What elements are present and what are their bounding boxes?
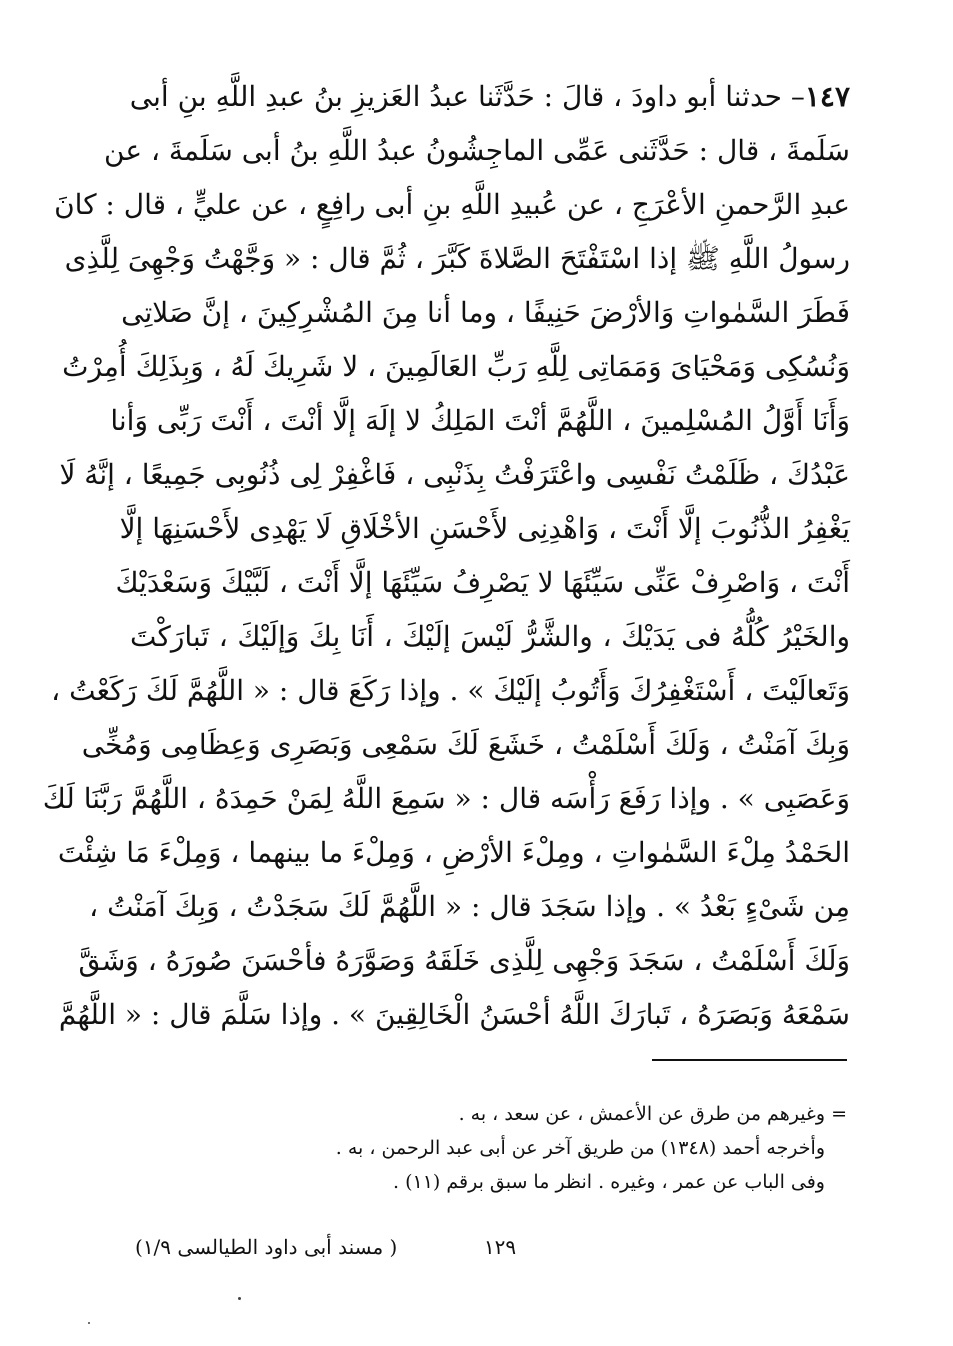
footnote-line-3: وفى الباب عن عمر ، وغيره . انظر ما سبق برقم (١١) . [392, 1171, 825, 1193]
paper-speck [88, 1322, 90, 1324]
hadith-line-3: عبدِ الرَّحمنِ الأعْرَجِ ، عن عُبيدِ اللَّهِ بنِ أبى رافِعٍ ، عن عليٍّ ، قال : كانَ [54, 188, 850, 221]
hadith-line-8: عَبْدُكَ ، ظَلَمْتُ نَفْسِى واعْتَرَفْتُ بِذَنْبِى ، فَاغْفِرْ لِى ذُنُوبِى جَمِيعًا ، إنَّهُ لَا [59, 458, 850, 491]
hadith-line-14: وَعَصَبِى » . وإذا رَفَعَ رَأْسَه قال : « سَمِعَ اللَّهُ لِمَنْ حَمِدَهُ ، اللَّهُمَّ رَبَّنَا لَكَ [42, 782, 850, 815]
hadith-line-5: فَطَرَ السَّمٰواتِ وَالأرْضَ حَنِيفًا ، وما أنا مِنَ المُشْرِكِينَ ، إنَّ صَلاتِى [121, 296, 850, 329]
book-reference: ( مسند أبى داود الطيالسى ١/٩) [135, 1235, 398, 1259]
hadith-line-1 [130, 70, 850, 124]
footnote-separator [652, 1059, 847, 1061]
paper-speck [238, 1297, 241, 1300]
hadith-line-2: سَلَمةَ ، قال : حَدَّثَنى عَمِّى الماجِشُونُ عبدُ اللَّهِ بنُ أبى سَلَمةَ ، عن [104, 134, 850, 167]
hadith-line-12: وَتَعالَيْتَ ، أَسْتَغْفِرُكَ وَأَتُوبُ إلَيْكَ » . وإذا رَكَعَ قال : « اللَّهُمَّ لَكَ رَكَعْتُ ، [51, 674, 850, 707]
hadith-line-11: والخَيْرُ كُلُّهُ فى يَدَيْكَ ، والشَّرُّ لَيْسَ إلَيْكَ ، أَنَا بِكَ وَإلَيْكَ ، تَبارَكْتَ [130, 620, 850, 653]
footnotes-block [200, 1097, 847, 1199]
hadith-text-block [42, 70, 850, 1042]
hadith-line-1-text: – حدثنا أبو داودَ ، قالَ : حَدَّثَنا عبدُ العَزيزِ بنُ عبدِ اللَّهِ بنِ أبى [129, 80, 805, 113]
hadith-line-4: رسولُ اللَّهِ ﷺ إذا اسْتَفْتَحَ الصَّلاةَ كَبَّرَ ، ثُمَّ قال : « وَجَّهْتُ وَجْهِىَ لِلَّذِى [64, 242, 850, 275]
hadith-line-18: سَمْعَهُ وَبَصَرَهُ ، تَبارَكَ اللَّهُ أحْسَنُ الْخَالِقِينَ » . وإذا سَلَّمَ قال : « اللَّهُمَّ [58, 998, 850, 1031]
hadith-line-7: وَأَنَا أَوَّلُ المُسْلِمينَ ، اللَّهُمَّ أنْتَ المَلِكُ لا إلَهَ إلَّا أنْتَ ، أَنْتَ رَبِّى وَأنا [110, 404, 850, 437]
hadith-line-6: وَنُسُكِى وَمَحْيَاىَ وَمَمَاتِى لِلَّهِ رَبِّ العَالَمِينَ ، لا شَرِيكَ لَهُ ، وَبِذَلِكَ أُمِرْتُ [62, 350, 850, 383]
hadith-line-13: وَبِكَ آمَنْتُ ، وَلَكَ أَسْلَمْتُ ، خَشَعَ لَكَ سَمْعِى وَبَصَرِى وَعِظَامِى وَمُخِّى [81, 728, 850, 761]
hadith-line-10: أَنْتَ ، وَاصْرِفْ عَنِّى سَيِّئَهَا لا يَصْرِفُ سَيِّئَهَا إلَّا أَنْتَ ، لَبَّيْكَ وَسَعْدَيْكَ [115, 566, 850, 599]
footnote-line-1: = وغيرهم من طرق عن الأعمش ، عن سعد ، به . [458, 1103, 847, 1125]
hadith-line-15: الحَمْدُ مِلْءَ السَّمٰواتِ ، ومِلْءَ الأرْضِ ، وَمِلْءَ ما بينهما ، وَمِلْءَ مَا شِئْتَ [57, 836, 850, 869]
hadith-line-9: يَغْفِرُ الذُّنُوبَ إلَّا أَنْتَ ، وَاهْدِنِى لأَحْسَنِ الأخْلَاقِ لَا يَهْدِى لأَحْسَنِهَا إلَّا [119, 512, 850, 545]
hadith-line-17: وَلَكَ أَسْلَمْتُ ، سَجَدَ وَجْهِى لِلَّذِى خَلَقَهُ وَصَوَّرَهُ فأحْسَنَ صُورَهُ ، وَشَقَّ [78, 944, 850, 977]
hadith-line-16: مِن شَىْءٍ بَعْدُ » . وإذا سَجَدَ قال : « اللَّهُمَّ لَكَ سَجَدْتُ ، وَبِكَ آمَنْتُ ، [89, 890, 850, 923]
footnote-line-2: وأخرجه أحمد (١٣٤٨) من طريق آخر عن أبى عبد الرحمن ، به . [335, 1137, 825, 1159]
page-number: ١٢٩ [483, 1235, 517, 1259]
hadith-number: ١٤٧ [804, 80, 850, 113]
